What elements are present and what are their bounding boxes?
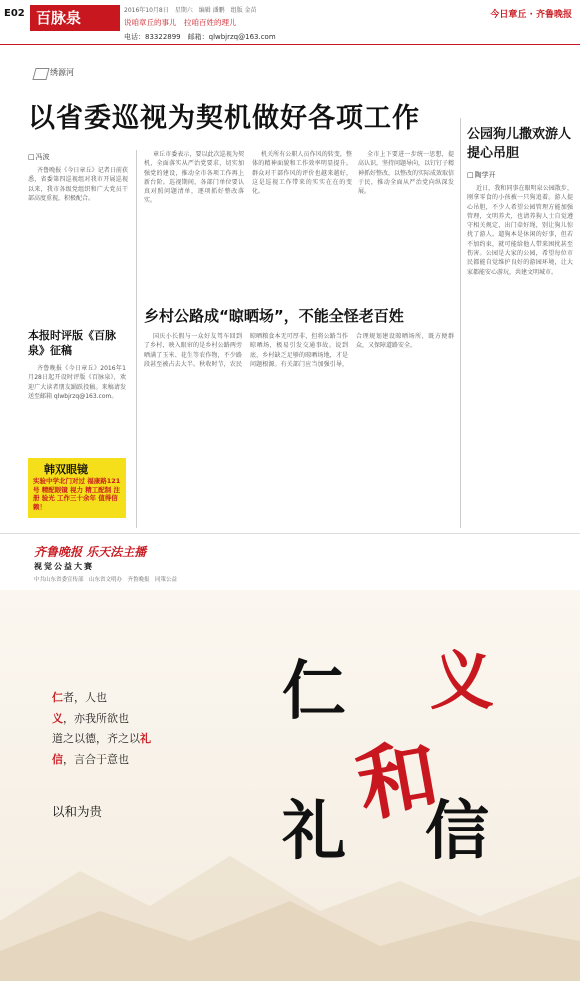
feature-text: 国庆小长假与一众好友驾车回到了乡村，映入眼帘的是乡村公路两旁晒满了玉米、花生等农作物，不少路段甚至被占去大半。秋收时节，农民晾晒粮食本无可厚非，但将公路当作晾晒场，极易引发交通事故。说到底，乡村缺乏足够的晾晒场地，才是问题根源。有关部门应当加强引导，合理规划建设晾晒场所，既方便群众，又保障道路安全。 xyxy=(144,333,454,368)
ad-organizers: 中共山东省委宣传部 山东省文明办 齐鲁晚报 同策公益 xyxy=(34,577,178,583)
main-paragraph-4: 全市上下要进一步统一思想，提高认识，坚持问题导向，以钉钉子精神抓好整改，以整改的实际成效取信于民，推动全面从严治党向纵深发展。 xyxy=(358,151,454,196)
calligraphy-yi: 义 xyxy=(430,644,494,719)
dateline: 2016年10月8日 星期六 编辑 潘鹏 组版 金苗 xyxy=(124,7,257,14)
main-paragraph-3: 机关所有公职人员作风的转变，整体的精神面貌和工作效率明显提升。群众对干部作风的评价也越来越好，这是巡视工作带来的实实在在的变化。 xyxy=(252,151,352,196)
calligraphy-ren: 仁 xyxy=(282,654,346,729)
verse-line-1: 仁者，人也 xyxy=(52,691,107,704)
notice-text: 齐鲁晚报《今日章丘》2016年1月28日起开设时评版《百脉泉》，欢迎广大读者朋友踊跃投稿。来稿请发送至邮箱 qlwbjrzq@163.com。 xyxy=(28,365,126,400)
optician-ad-title: 韩双眼镜 xyxy=(44,463,88,476)
ad-motto: 以和为贵 xyxy=(52,804,103,819)
page-number: E02 xyxy=(4,8,25,19)
side-column-rule xyxy=(460,118,461,528)
verse-line-3: 道之以德，齐之以礼 xyxy=(52,732,151,745)
column-rule xyxy=(136,150,137,300)
calligraphy-he: 和 xyxy=(350,726,446,834)
section-banner: 百脉泉 xyxy=(30,5,120,31)
feature-headline: 乡村公路成“晾晒场”，不能全怪老百姓 xyxy=(144,307,404,325)
masthead-logo: 今日章丘 · 齐鲁晚报 xyxy=(490,10,572,20)
slogan: 说咱章丘的事儿 拉咱百姓的理儿 xyxy=(124,18,237,27)
ad-verse xyxy=(52,688,151,770)
header-rule xyxy=(0,44,580,45)
ad-subtitle: 视觉公益大赛 xyxy=(34,562,94,571)
main-paragraph-1: 齐鲁晚报《今日章丘》记者日前获悉，省委第四巡视组对我市开展巡视以来，我市各级党组织和广大党员干部高度重视，积极配合。 xyxy=(28,167,128,202)
side-article-text: 近日，我和同事在眼明泉公园散步，刚拿零食的小孩被一只狗追着。游人提心吊胆，不少人希望公园管理方能加强管理，文明养犬，也请养狗人士自觉遵守相关规定，出门牵好绳，别让狗儿惊扰了游人。遛狗本是休闲的好事，但若不加约束，就可能给他人带来困扰甚至伤害。公园是大家的公园，希望每位市民都能自觉维护良好的游园环境，让大家都能安心游玩，共建文明城市。 xyxy=(467,185,573,276)
side-byline: □ 陶学开 xyxy=(467,170,496,180)
optician-ad-text: 实验中学北门对过 福康路121号 精配眼镜 视力 精工配制 注册 验光 工作三十余年 值得信赖！ xyxy=(33,477,121,511)
main-headline: 以省委巡视为契机做好各项工作 xyxy=(28,103,420,134)
main-paragraph-2: 章丘市委表示，要以此次巡视为契机，全面落实从严治党要求，切实加强党的建设，推动全市各项工作再上新台阶。巡视期间，各部门单位要认真对照问题清单，逐项抓好整改落实。 xyxy=(144,151,244,205)
page-header xyxy=(0,0,580,44)
calligraphy-xin: 信 xyxy=(425,794,489,869)
side-headline: 公园狗儿撒欢游人提心吊胆 xyxy=(467,127,572,161)
verse-line-4: 信，言合于意也 xyxy=(52,752,129,766)
column-tag: 绣源河 xyxy=(30,67,110,79)
calligraphy-li: 礼 xyxy=(282,794,346,869)
main-byline: □ 冯波 xyxy=(28,152,50,162)
notice-title: 本报时评版《百脉泉》征稿 xyxy=(28,329,116,357)
verse-line-2: 义，亦我所欲也 xyxy=(52,711,129,725)
column-rule-2 xyxy=(136,300,137,528)
verse-key-li: 礼 xyxy=(140,732,151,745)
ad-divider xyxy=(0,533,580,534)
contact-info: 电话：83322899 邮箱：qlwbjrzq@163.com xyxy=(124,33,276,41)
ad-logo: 齐鲁晚报 乐天法主播 xyxy=(34,545,147,559)
